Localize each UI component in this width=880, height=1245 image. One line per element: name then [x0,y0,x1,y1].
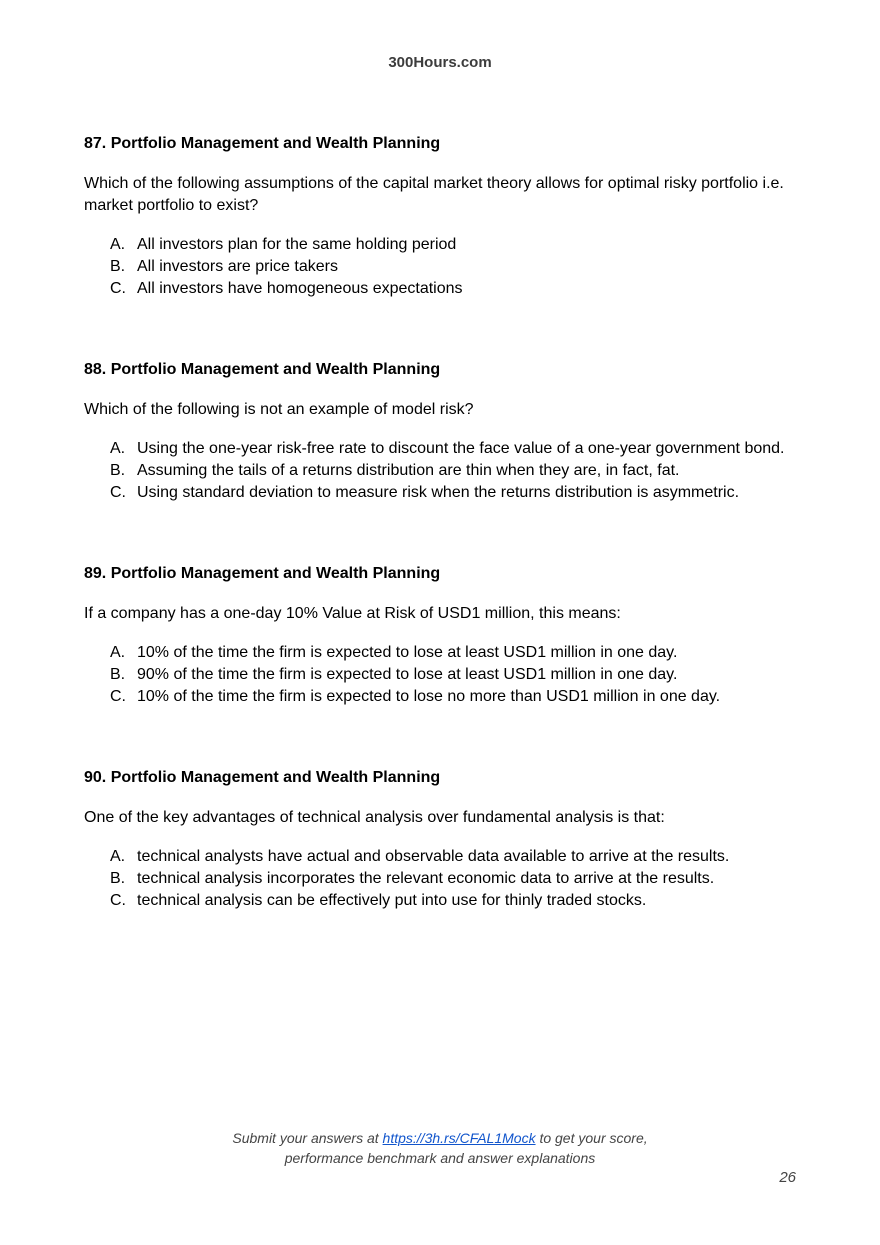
footer-line-2: performance benchmark and answer explanations [284,1150,596,1166]
option-a [84,438,804,460]
option-text: Using standard deviation to measure risk when the returns distribution is asymmetric. [137,484,740,501]
question-89 [84,563,804,708]
option-letter: B. [110,666,126,683]
option-letter: C. [110,892,126,909]
option-a [84,234,804,256]
option-text: 90% of the time the firm is expected to lose at least USD1 million in one day. [137,666,678,683]
answer-options [84,234,804,300]
option-text: All investors are price takers [137,258,338,275]
option-c [84,482,804,504]
option-letter: A. [110,440,126,457]
question-text: One of the key advantages of technical analysis over fundamental analysis is that: [84,809,665,826]
option-letter: B. [110,870,126,887]
option-b [84,868,804,890]
footer-suffix: to get your score, [535,1130,648,1146]
option-c [84,890,804,912]
option-text: Using the one-year risk-free rate to discount the face value of a one-year government bond. [137,440,785,457]
answer-options [84,642,804,708]
option-text: 10% of the time the firm is expected to lose no more than USD1 million in one day. [137,688,721,705]
option-letter: C. [110,688,126,705]
question-90 [84,767,804,912]
option-letter: A. [110,848,126,865]
option-text: technical analysts have actual and observable data available to arrive at the results. [137,848,730,865]
question-88 [84,359,804,504]
option-b [84,256,804,278]
option-letter: C. [110,484,126,501]
footer-note [0,1128,880,1168]
submit-answers-link[interactable]: https://3h.rs/CFAL1Mock [382,1130,536,1146]
option-c [84,278,804,300]
page-number: 26 [779,1169,796,1186]
option-text: All investors have homogeneous expectations [137,280,463,297]
question-title: 90. Portfolio Management and Wealth Planning [84,769,441,786]
option-letter: B. [110,462,126,479]
option-letter: A. [110,236,126,253]
option-c [84,686,804,708]
option-b [84,460,804,482]
option-text: 10% of the time the firm is expected to lose at least USD1 million in one day. [137,644,678,661]
answer-options [84,438,804,504]
option-a [84,846,804,868]
question-title: 88. Portfolio Management and Wealth Planning [84,361,441,378]
option-text: Assuming the tails of a returns distribution are thin when they are, in fact, fat. [137,462,680,479]
option-letter: B. [110,258,126,275]
question-text: Which of the following is not an example of model risk? [84,401,474,418]
answer-options [84,846,804,912]
footer-line-1 [0,1128,880,1148]
site-header: 300Hours.com [388,54,492,71]
footer-prefix: Submit your answers at [232,1130,383,1146]
option-b [84,664,804,686]
option-text: technical analysis can be effectively put into use for thinly traded stocks. [137,892,647,909]
option-text: technical analysis incorporates the relevant economic data to arrive at the results. [137,870,715,887]
question-title: 87. Portfolio Management and Wealth Planning [84,135,441,152]
question-text: Which of the following assumptions of the capital market theory allows for optimal risky portfolio i.e. market portfolio to exist? [84,175,784,214]
question-title: 89. Portfolio Management and Wealth Planning [84,565,441,582]
option-letter: C. [110,280,126,297]
option-letter: A. [110,644,126,661]
option-a [84,642,804,664]
question-text: If a company has a one-day 10% Value at Risk of USD1 million, this means: [84,605,621,622]
option-text: All investors plan for the same holding period [137,236,457,253]
question-87 [84,133,804,300]
